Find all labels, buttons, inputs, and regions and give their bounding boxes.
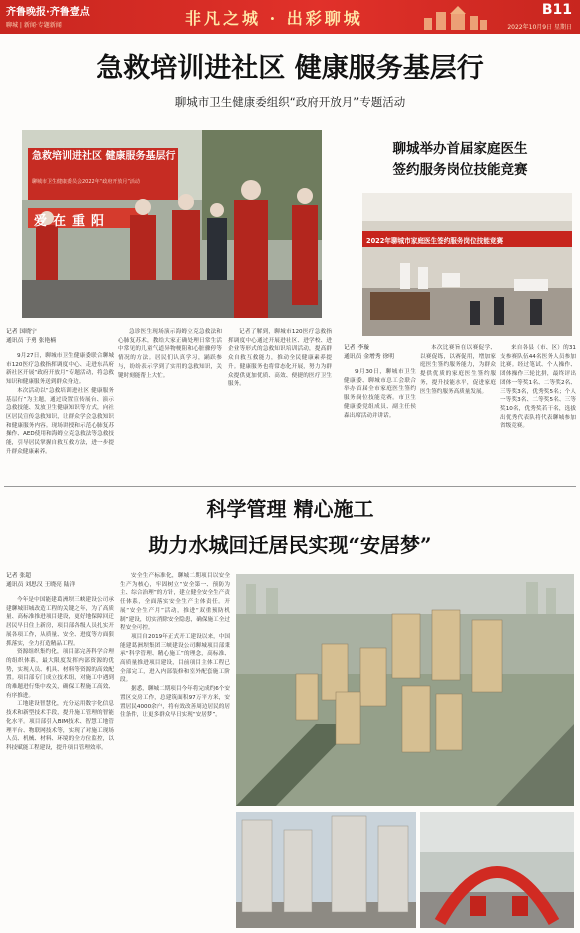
- masthead: [0, 0, 580, 34]
- article2-col1: [344, 344, 416, 478]
- article3-arch-photo: [420, 812, 574, 928]
- paper-name: 齐鲁晚报·齐鲁壹点: [6, 7, 90, 18]
- article1-col3: [228, 328, 332, 478]
- article2-paragraph: 9月30日，聊城市卫生健康委、聊城市总工会联合举办首届全市家庭医生签约服务岗位技能竞赛。市卫生健康委党组成员、副主任侯森出席活动并讲话。: [344, 369, 416, 419]
- article2-col2: [420, 344, 496, 478]
- article1-byline-correspondent: 通讯员 于勇 张艳楠: [6, 338, 57, 344]
- article1-paragraph: 急诊医生现场演示海姆立克急救法和心肺复苏术，教给大家正确处理日常生活中常见的儿童气道异物梗阻和心脏骤停等情况的方法。居民们认真学习，踊跃参与，纷纷表示学到了实用的急救知识，关键时刻能帮上大忙。: [118, 329, 222, 379]
- article3-title-line2: 助力水城回迁居民实现“安居梦”: [148, 533, 432, 557]
- article2-byline-reporter: 记者 李璇: [344, 345, 370, 351]
- article1-col1: [6, 328, 114, 478]
- article1-paragraph: 记者了解到，聊城市120医疗急救指挥调度中心通过开展进社区、进学校、进企业等形式的急救知识培训活动，提高群众自救互救能力，推动全民健康素养提升。健康服务也将常态化开展，努力为群众提供更加优质、高效、便捷的医疗卫生服务。: [228, 329, 332, 388]
- article1-byline-reporter: 记者 国晓宁: [6, 329, 37, 335]
- article3-paragraph: 工地建设智慧化，充分运用数字化信息技术和新型技术手段，提升施工管理的智能化水平。项目部引入BIM技术、智慧工地管理平台、物联网技术等，实现了对施工现场人员、机械、材料、环境的全方位监控，以科技赋能工程建设，提升项目管理效率。: [6, 701, 114, 751]
- section-divider: [4, 486, 576, 487]
- article3-byline-reporter: 记者 张超: [6, 573, 32, 579]
- article3-title-line1: 科学管理 精心施工: [206, 497, 374, 521]
- ceremony-arch-photo: [420, 812, 574, 928]
- article2-photo: [362, 193, 572, 336]
- article2-paragraph: 来自各县（市、区）的31支参赛队伍44名医务人员参加比赛。经过笔试、个人操作、团体操作三轮比拼，最终评出团体一等奖1名、二等奖2名、三等奖3名，优秀奖5名；个人一等奖3名、二等奖5名、三等奖10名，优秀奖若干名，选拔出优秀代表队将代表聊城参加省级竞赛。: [500, 345, 576, 430]
- photo-sign-text: 爱在重阳: [34, 214, 111, 229]
- article3-byline-correspondent: 通讯员 刘思汉 王晓亮 陆洋: [6, 582, 76, 588]
- photo-banner-text: 急救培训进社区 健康服务基层行: [32, 151, 176, 162]
- article3-paragraph: 安全生产标准化，聊城二期项目以安全生产为核心，牢固树立“安全第一、预防为主、综合治理”的方针，建立健全安全生产责任体系，全面落实安全生产主体责任。开展“安全生产月”活动，推进“双重预防机制”建设，切实消除安全隐患，确保施工全过程安全可控。: [120, 573, 230, 632]
- article3-col2: [120, 572, 230, 928]
- article1-subtitle: 聊城市卫生健康委组织“政府开放月”专题活动: [174, 95, 406, 109]
- article3-paragraph: 资源组织集约化，项目部完善科学合理的组织体系，最大限度发挥内部资源的优势，实现人员、机具、材料等资源的高效配置。项目部专门成立技术组，对施工中遇到的难题进行集中攻关，确保工程施工高效、有序推进。: [6, 649, 114, 699]
- article2-col3: [500, 344, 576, 478]
- article2-title-line1: 聊城举办首届家庭医生: [392, 141, 528, 157]
- article3-aerial-photo: [236, 574, 574, 806]
- article1-paragraph: 本次活动以“急救培训进社区 健康服务基层行”为主题，通过设置宣传展台、演示急救技能、发放卫生健康知识等方式，向社区居民宣传急救知识，让群众学会急救知识和健康服务内容。现场讲授和示范心肺复苏操作、AED使用和海姆立克急救法等急救技能，引导居民掌握自救互救方法，进一步提升群众健康素养。: [6, 387, 114, 455]
- article2-title-line2: 签约服务岗位技能竞赛: [392, 162, 528, 178]
- article3-towers-photo: [236, 812, 416, 928]
- towers-photo: [236, 812, 416, 928]
- article3-paragraph: 今年是中国能建葛洲坝三峡建设公司承建聊城旧城改造工程的关键之年，为了高质量、高标准推进项目建设，更好地保障回迁居民早日住上新房，项目部各级人员扎实开展各项工作，从质量、安全、进度等方面狠抓落实，全力打造精品工程。: [6, 597, 114, 647]
- competition-photo: [362, 193, 572, 336]
- article1-paragraph: 9月27日，聊城市卫生健康委联合聊城市120医疗急救指挥调度中心、走进东昌府新社区开展“政府开放月”专题活动，将急救知识和健康服务送到群众身边。: [6, 353, 114, 386]
- residential-aerial-photo: [236, 574, 574, 806]
- article2-byline-correspondent: 通讯员 金增秀 徐明: [344, 354, 395, 360]
- article1-photo: [22, 130, 322, 318]
- issue-date: 2022年10月9日 星期日: [507, 24, 572, 31]
- article1-title: 急救培训进社区 健康服务基层行: [96, 53, 484, 84]
- article2-title: [344, 139, 576, 181]
- section-name: 聊城 | 新闻·专题新闻: [6, 22, 62, 29]
- article2-paragraph: 本次比赛旨在以赛促学、以赛促练，以赛促用，增加家庭医生签约服务能力，为群众提供优质的家庭医生签约服务，提升技能水平，促进家庭医生签约服务高质量发展。: [420, 345, 496, 395]
- city-skyline-icon: [420, 4, 490, 30]
- page-slogan: 非凡之城 · 出彩聊城: [185, 9, 363, 28]
- photo-banner-subtext: 聊城市卫生健康委员会2022年“政府开放月”活动: [32, 179, 140, 185]
- page-number: B11: [541, 2, 572, 18]
- article3-paragraph: 项目自2019年正式开工建设以来，中国能建葛洲坝集团三峡建设公司聊城项目部秉承“科学管理、精心施工”的理念，高标准、高质量推进项目建设，目前项目主体工程已全部完工，进入内部装修和室外配套施工阶段。: [120, 633, 230, 684]
- article3-col1: [6, 572, 114, 928]
- article1-col2: [118, 328, 222, 478]
- article3-paragraph: 据悉，聊城二期项目今年将完成约6个安置区交房工作，总建筑面积97万平方米，安置居民4000余户，将有效改善周边居民的居住条件，让更多群众早日实现“安居梦”。: [120, 686, 230, 719]
- competition-banner-text: 2022年聊城市家庭医生签约服务岗位技能竞赛: [366, 237, 504, 245]
